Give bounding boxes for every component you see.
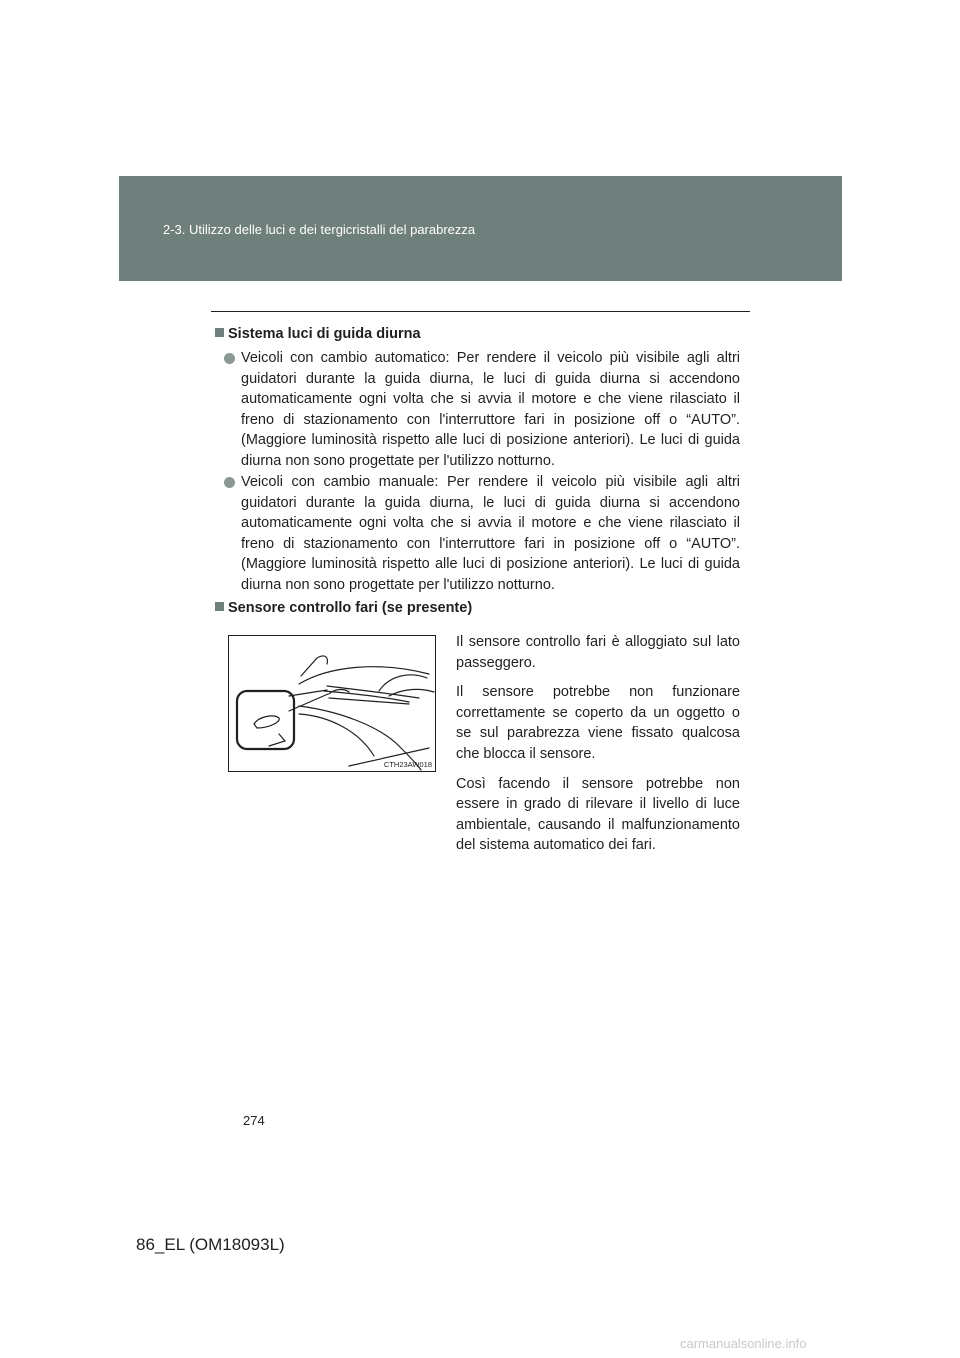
bullet-automatic-transmission: Veicoli con cambio automatico: Per rendere il veicolo più visibile agli altri guidatori durante la guida diurna, le luci di guida diurna si accendono automaticamente ogni volta che si avvia il motore e che viene rilasciato il freno di stazionamento con l'interruttore fari in posizione off o “AUTO”. (Maggiore luminosità rispetto alle luci di posizione anteriori). Le luci di guida diurna non sono progettate per l'utilizzo notturno.: [224, 348, 740, 472]
square-bullet-icon: [215, 602, 224, 611]
sensor-paragraph: Così facendo il sensore potrebbe non essere in grado di rilevare il livello di luce ambientale, causando il malfunzionamento del sistema automatico dei fari.: [456, 775, 740, 854]
circle-bullet-icon: [224, 353, 235, 364]
windshield-sensor-illustration: [229, 636, 435, 771]
square-bullet-icon: [215, 328, 224, 337]
watermark: carmanualsonline.info: [680, 1336, 807, 1351]
sensor-description: [456, 632, 740, 865]
sensor-paragraph: Il sensore controllo fari è alloggiato sul lato passeggero.: [456, 634, 740, 671]
section-title: 2-3. Utilizzo delle luci e dei tergicristalli del parabrezza: [163, 222, 476, 237]
heading-daytime-running-lights: Sistema luci di guida diurna: [215, 324, 421, 344]
header-band: [119, 176, 842, 281]
heading-headlight-sensor: Sensore controllo fari (se presente): [215, 598, 472, 618]
figure-code: CTH23AW018: [383, 760, 432, 769]
bullet-manual-transmission: Veicoli con cambio manuale: Per rendere il veicolo più visibile agli altri guidatori durante la guida diurna, le luci di guida diurna si accendono automaticamente ogni volta che si avvia il motore e che viene rilasciato il freno di stazionamento con l'interruttore fari in posizione off o “AUTO”. (Maggiore luminosità rispetto alle luci di posizione anteriori). Le luci di guida diurna non sono progettate per l'utilizzo notturno.: [224, 472, 740, 596]
sensor-location-figure: [228, 635, 436, 772]
circle-bullet-icon: [224, 477, 235, 488]
divider-rule: [211, 311, 750, 312]
sensor-paragraph: Il sensore potrebbe non funzionare correttamente se coperto da un oggetto o se sul parabrezza viene fissato qualcosa che blocca il sensore.: [456, 684, 740, 762]
document-code: 86_EL (OM18093L): [136, 1235, 285, 1254]
page-number: 274: [243, 1113, 265, 1128]
